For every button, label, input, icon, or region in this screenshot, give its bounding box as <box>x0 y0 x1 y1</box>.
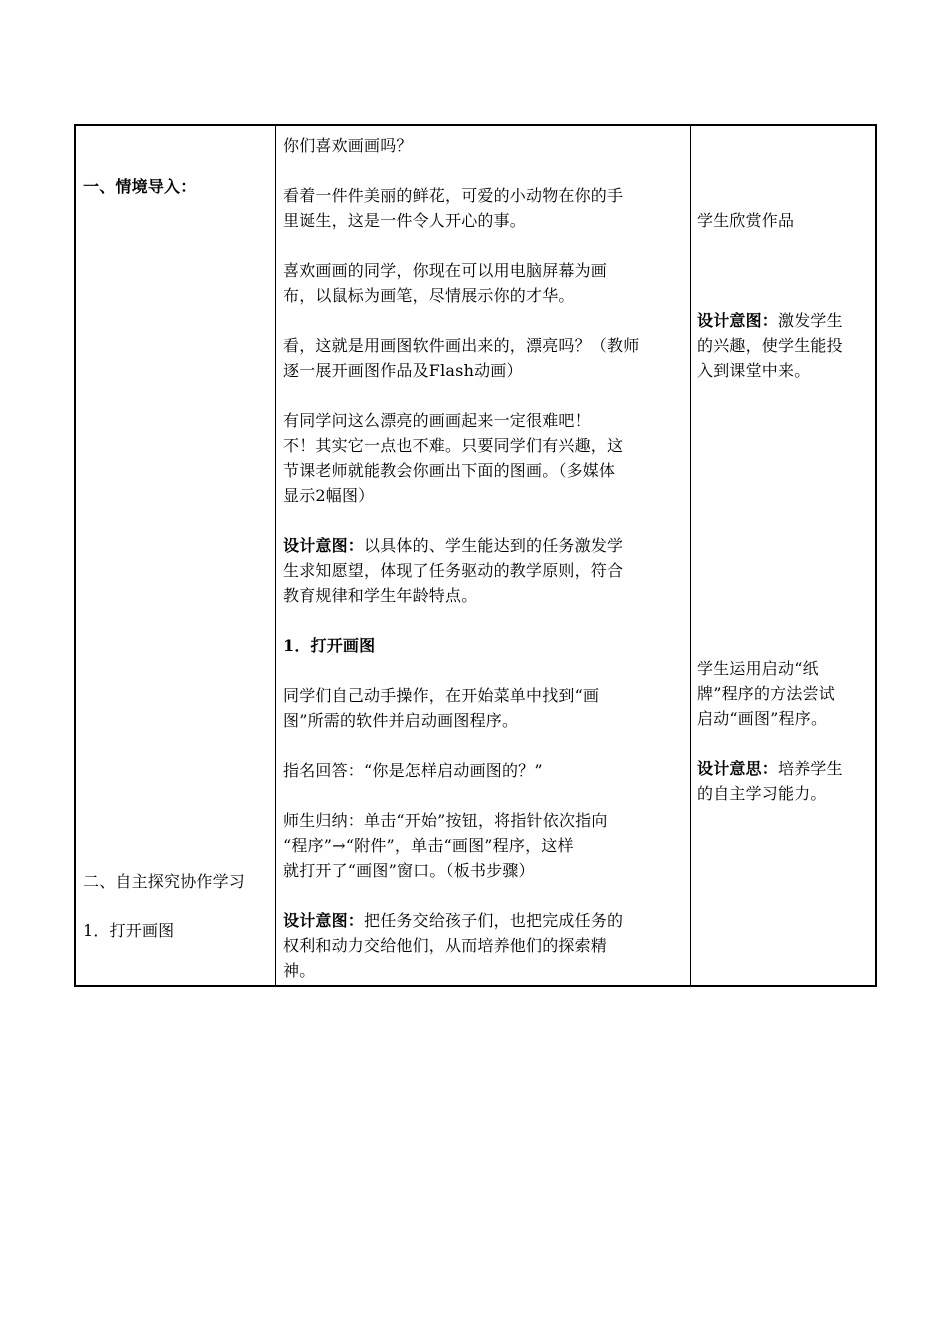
design-intent-label: 设计意思： <box>697 759 779 778</box>
design-intent-2 <box>283 908 623 933</box>
student-activity-2: 学生运用启动“纸 <box>697 659 819 678</box>
paragraph-line: 看着一件件美丽的鲜花，可爱的小动物在你的手 <box>283 186 624 205</box>
student-activity-1: 学生欣赏作品 <box>697 211 795 230</box>
design-intent-text: 培养学生 <box>778 759 843 778</box>
intro-question: 你们喜欢画画吗？ <box>283 136 413 155</box>
paragraph-line: 不！其实它一点也不难。只要同学们有兴趣，这 <box>283 436 624 455</box>
paragraph-line: 的兴趣，使学生能投 <box>697 336 843 355</box>
design-intent-label: 设计意图： <box>283 911 365 930</box>
design-intent-text: 把任务交给孩子们，也把完成任务的 <box>364 911 624 930</box>
section1-title: 一、情境导入： <box>83 177 197 196</box>
paragraph-line: 图”所需的软件并启动画图程序。 <box>283 711 519 730</box>
design-intent-label: 设计意图： <box>697 311 779 330</box>
paragraph-line: 看，这就是用画图软件画出来的，漂亮吗？（教师 <box>283 336 640 355</box>
lesson-plan-table <box>74 124 877 987</box>
paragraph-line: 就打开了“画图”窗口。（板书步骤） <box>283 861 535 880</box>
section2-item: 1．打开画图 <box>83 921 175 940</box>
paragraph-line: 喜欢画画的同学，你现在可以用电脑屏幕为画 <box>283 261 608 280</box>
paragraph-line: 布，以鼠标为画笔，尽情展示你的才华。 <box>283 286 575 305</box>
design-intent-right-1 <box>697 308 843 333</box>
paragraph-line: 教育规律和学生年龄特点。 <box>283 586 478 605</box>
paragraph-line: 神。 <box>283 961 316 980</box>
design-intent-label: 设计意图： <box>283 536 365 555</box>
step-title: 1．打开画图 <box>283 636 376 655</box>
design-intent-right-2 <box>697 756 843 781</box>
paragraph-line: 里诞生，这是一件令人开心的事。 <box>283 211 527 230</box>
paragraph-line: 的自主学习能力。 <box>697 784 827 803</box>
paragraph-line: 权利和动力交给他们，从而培养他们的探索精 <box>283 936 608 955</box>
paragraph-line: 逐一展开画图作品及Flash动画） <box>283 361 523 380</box>
paragraph-line: 入到课堂中来。 <box>697 361 811 380</box>
paragraph-line: 启动“画图”程序。 <box>697 709 828 728</box>
design-intent-text: 激发学生 <box>778 311 843 330</box>
section2-title: 二、自主探究协作学习 <box>83 872 246 891</box>
paragraph-line: 师生归纳：单击“开始”按钮，将指针依次指向 <box>283 811 608 830</box>
paragraph-line: 节课老师就能教会你画出下面的图画。（多媒体 <box>283 461 616 480</box>
paragraph-line: “程序”→“附件”，单击“画图”程序，这样 <box>283 836 574 855</box>
paragraph-line: 同学们自己动手操作，在开始菜单中找到“画 <box>283 686 600 705</box>
design-intent-text: 以具体的、学生能达到的任务激发学 <box>364 536 624 555</box>
paragraph-line: 生求知愿望，体现了任务驱动的教学原则，符合 <box>283 561 624 580</box>
right-column <box>690 126 877 985</box>
paragraph-line: 显示2幅图） <box>283 486 375 505</box>
paragraph-line: 牌”程序的方法尝试 <box>697 684 835 703</box>
paragraph-line: 指名回答：“你是怎样启动画图的？” <box>283 761 543 780</box>
paragraph-line: 有同学问这么漂亮的画画起来一定很难吧！ <box>283 411 591 430</box>
middle-column <box>275 126 691 985</box>
design-intent-1 <box>283 533 623 558</box>
left-column <box>76 126 276 985</box>
